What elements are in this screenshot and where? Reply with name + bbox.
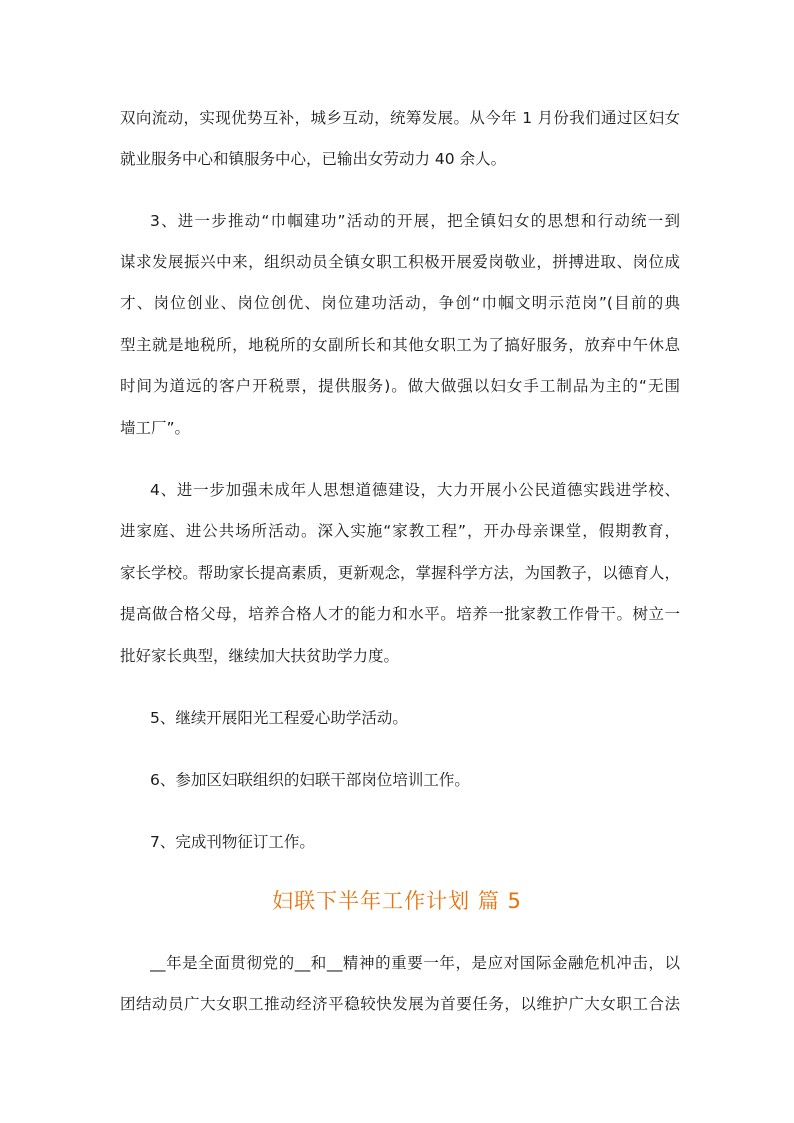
section-body-line-2: 团结动员广大女职工推动经济平稳较快发展为首要任务，以维护广大女职工合法: [120, 995, 680, 1013]
item3-line-5: 时间为道远的客户开税票，提供服务)。做大做强以妇女手工制品为主的“无围: [120, 377, 680, 395]
item4-line-1: 4、进一步加强未成年人思想道德建设，大力开展小公民道德实践进学校、: [150, 481, 680, 499]
item3-line-3: 才、岗位创业、岗位创优、岗位建功活动，争创“巾帼文明示范岗”(目前的典: [120, 294, 680, 312]
item6-text: 6、参加区妇联组织的妇联干部岗位培训工作。: [150, 771, 470, 789]
section-heading: 妇联下半年工作计划 篇 5: [272, 889, 522, 913]
intro-line-1: 双向流动，实现优势互补，城乡互动，统筹发展。从今年 1 月份我们通过区妇女: [120, 109, 680, 127]
item7-text: 7、完成刊物征订工作。: [150, 833, 315, 851]
item3-line-4: 型主就是地税所，地税所的女副所长和其他女职工为了搞好服务，放弃中午休息: [120, 336, 680, 354]
section-body-line-1: __年是全面贯彻党的__和__精神的重要一年，是应对国际金融危机冲击，以: [150, 954, 680, 972]
item5-text: 5、继续开展阳光工程爱心助学活动。: [150, 709, 408, 727]
item4-line-3: 家长学校。帮助家长提高素质，更新观念，掌握科学方法，为国教子，以德育人，: [120, 564, 680, 582]
item3-line-2: 谋求发展振兴中来，组织动员全镇女职工积极开展爱岗敬业，拼搏进取、岗位成: [120, 253, 680, 271]
item4-line-2: 进家庭、进公共场所活动。深入实施“家教工程”，开办母亲课堂，假期教育，: [120, 522, 680, 540]
item3-line-6: 墙工厂”。: [120, 419, 191, 437]
item4-line-5: 批好家长典型，继续加大扶贫助学力度。: [120, 647, 400, 665]
item3-line-1: 3、进一步推动“巾帼建功”活动的开展，把全镇妇女的思想和行动统一到: [150, 212, 680, 230]
intro-line-2: 就业服务中心和镇服务中心，已输出女劳动力 40 余人。: [120, 150, 507, 168]
item4-line-4: 提高做合格父母，培养合格人才的能力和水平。培养一批家教工作骨干。树立一: [120, 605, 680, 623]
